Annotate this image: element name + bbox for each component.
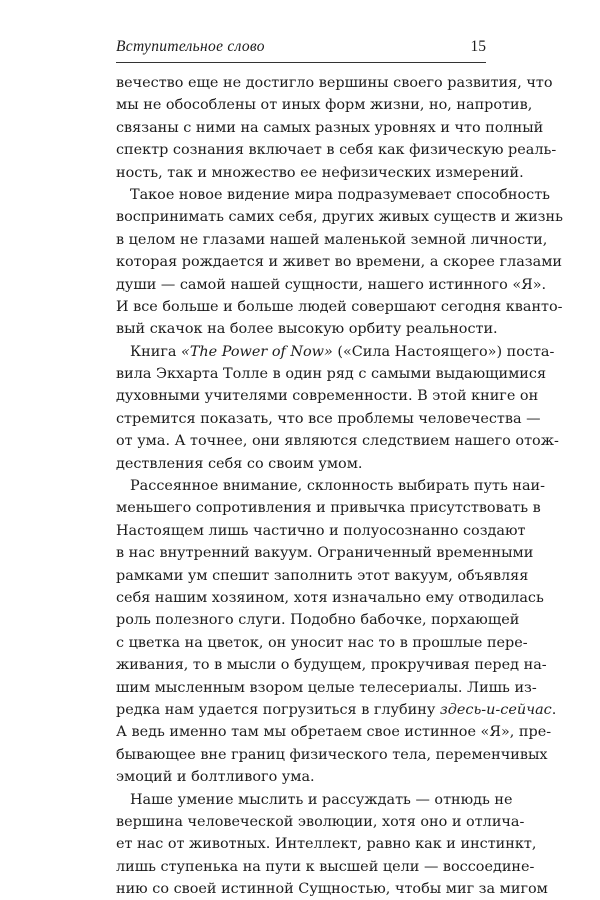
text-line: рамками ум спешит заполнить этот вакуум, объявляя [116, 567, 529, 584]
text-line: А ведь именно там мы обретаем свое истинное «Я», пре- [116, 724, 552, 741]
text-line: Наше умение мыслить и рассуждать — отнюдь не [130, 791, 513, 808]
text-line: духовными учителями современности. В этой книге он [116, 388, 539, 405]
text-run: Книга [130, 343, 182, 360]
page-number: 15 [470, 38, 486, 55]
text-line: спектр сознания включает в себя как физическую реаль- [116, 142, 557, 159]
text-line: эмоций и болтливого ума. [116, 769, 315, 786]
text-line: воспринимать самих себя, других живых существ и жизнь [116, 209, 563, 226]
text-line: меньшего сопротивления и привычка присутствовать в [116, 500, 541, 517]
text-line: связаны с ними на самых разных уровнях и что полный [116, 119, 544, 136]
text-line: И все больше и больше людей совершают сегодня кванто- [116, 298, 563, 315]
text-line: живания, то в мысли о будущем, прокручивая перед на- [116, 657, 547, 674]
text-line: Такое новое видение мира подразумевает способность [130, 186, 551, 203]
text-line: вила Экхарта Толле в один ряд с самыми выдающимися [116, 366, 547, 383]
page-header [116, 38, 486, 62]
text-line: шим мысленным взором целые телесериалы. Лишь из- [116, 679, 537, 696]
italic-run: здесь-и-сейчас [439, 701, 552, 718]
text-line: вершина человеческой эволюции, хотя оно и отлича- [116, 813, 525, 830]
header-rule [116, 62, 486, 63]
text-line: себя нашим хозяином, хотя изначально ему отводилась [116, 589, 544, 606]
text-line: ность, так и множество ее нефизических измерений. [116, 164, 524, 181]
text-line: которая рождается и живет во времени, а скорее глазами [116, 254, 562, 271]
text-line: мы не обособлены от иных форм жизни, но, напротив, [116, 97, 533, 114]
text-line: с цветка на цветок, он уносит нас то в прошлые пере- [116, 634, 528, 651]
text-run: . [551, 701, 557, 718]
text-line [116, 341, 555, 363]
italic-run: «The Power of Now» [181, 343, 333, 360]
text-line: ет нас от животных. Интеллект, равно как и инстинкт, [116, 836, 537, 853]
body-text [116, 72, 563, 900]
text-line: дествления себя со своим умом. [116, 455, 363, 472]
text-line: вечество еще не достигло вершины своего развития, что [116, 75, 553, 91]
running-title: Вступительное слово [116, 38, 265, 55]
text-line: Рассеянное внимание, склонность выбирать путь наи- [130, 478, 545, 495]
text-line: души — самой нашей сущности, нашего истинного «Я». [116, 276, 547, 293]
text-line [116, 699, 557, 721]
text-run: редка нам удается погрузиться в глубину [116, 701, 440, 718]
text-line: роль полезного слуги. Подобно бабочке, порхающей [116, 612, 520, 629]
text-run: («Сила Настоящего») поста- [332, 343, 555, 360]
text-line: бывающее вне границ физического тела, переменчивых [116, 746, 548, 763]
text-line: в целом не глазами нашей маленькой земной личности, [116, 231, 548, 248]
text-line: стремится показать, что все проблемы человечества — [116, 410, 541, 427]
text-line: лишь ступенька на пути к высшей цели — воссоедине- [116, 858, 535, 875]
text-line: Настоящем лишь частично и полуосознанно создают [116, 522, 526, 539]
text-line: нию со своей истинной Сущностью, чтобы миг за мигом [116, 881, 548, 898]
text-line: от ума. А точнее, они являются следствием нашего отож- [116, 433, 559, 450]
text-line: вый скачок на более высокую орбиту реальности. [116, 321, 498, 338]
text-line: в нас внутренний вакуум. Ограниченный временными [116, 545, 534, 562]
